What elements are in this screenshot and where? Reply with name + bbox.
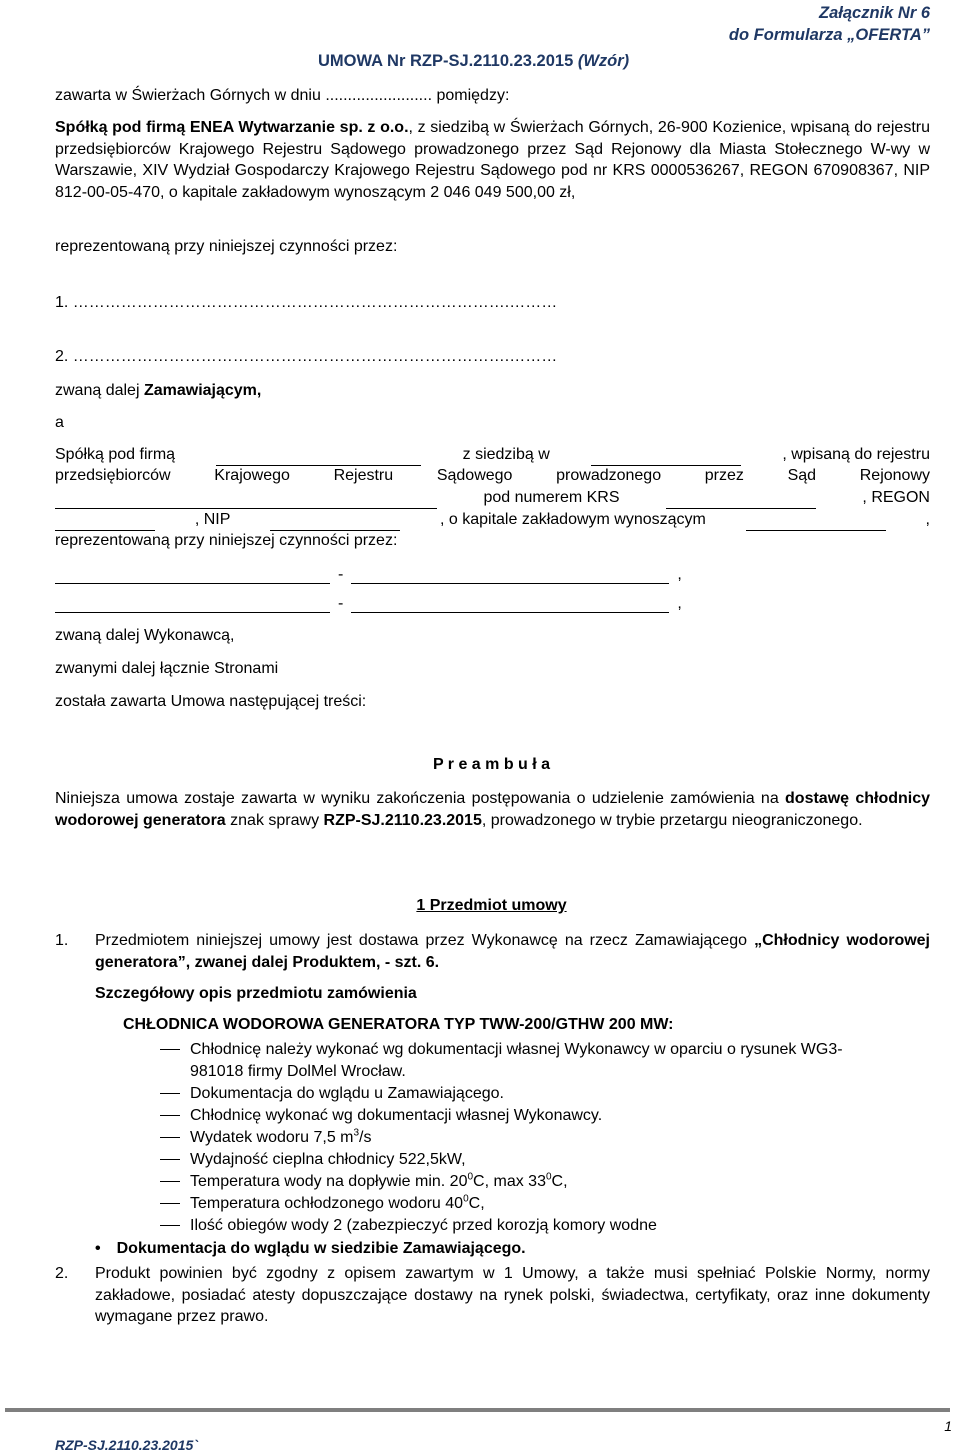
ordering-party-alias: [55, 380, 930, 402]
spec-item-text: Dokumentacja do wglądu u Zamawiającego.: [190, 1085, 504, 1102]
spec-item: [135, 1127, 895, 1149]
bullet-note: [95, 1240, 526, 1258]
contractor-register-label: , wpisaną do rejestru: [782, 446, 930, 463]
contractor-rep1-name-blank[interactable]: [55, 569, 330, 584]
contractor-rep2-role-blank[interactable]: [351, 598, 669, 613]
and-separator: a: [55, 414, 64, 431]
alias-prefix: zwaną dalej: [55, 382, 144, 399]
spec-item-text: Chłodnicę wykonać wg dokumentacji własnej Wykonawcy.: [190, 1107, 603, 1124]
capital-label: , o kapitale zakładowym wynoszącym: [440, 511, 706, 528]
representative-1: 1. ……………………………………………………………………….………: [55, 294, 558, 311]
ordering-party-name: Spółką pod firmą ENEA Wytwarzanie sp. z o.o.: [55, 119, 409, 136]
unit-suffix: C,: [468, 1195, 485, 1212]
ordering-party-details: , z siedzibą w Świerżach Górnych, 26-900 Kozienice, wpisaną do rejestru przedsiębiorców Krajowego Rejestru Sądowego prowadzonego przez Sąd Rejonowy dla Miasta Stołecznego W-wy w Warszawie, XIV Wydział Gospodarczy Krajowego Rejestru Sądowego pod nr KRS 0000536267, REGON 670908367, NIP 812-00-05-470, o kapitale zakładowym wynoszącym 2 046 049 500,00 zł,: [55, 119, 930, 201]
preamble-subject: dostawę chłodnicy wodorowej generatora: [55, 790, 931, 829]
footer-case-number: RZP-SJ.2110.23.2015`: [55, 1437, 198, 1453]
contractor-seat-label: z siedzibą w: [462, 446, 550, 463]
contractor-line-2: przedsiębiorców Krajowego Rejestru Sądowego prowadzonego przez Sąd Rejonowy: [55, 467, 930, 484]
spec-list: [135, 1039, 895, 1237]
preamble-text: [55, 788, 930, 831]
dash-bullet: [160, 1181, 180, 1182]
superscript: 3: [353, 1127, 360, 1139]
nip-blank[interactable]: [270, 516, 400, 531]
krs-blank[interactable]: [666, 494, 816, 509]
spec-item-text: C, max 33: [473, 1173, 546, 1190]
dash-bullet: [160, 1049, 180, 1050]
contractor-rep-line-2: [55, 595, 715, 613]
dash-bullet: [160, 1137, 180, 1138]
contractor-firm-label: Spółką pod firmą: [55, 446, 176, 463]
capital-comma: ,: [925, 511, 930, 528]
contract-concluded-line: została zawarta Umowa następującej treści:: [55, 693, 367, 710]
regon-blank[interactable]: [55, 516, 155, 531]
capital-blank[interactable]: [746, 516, 886, 531]
contractor-line-4: [55, 509, 930, 531]
contractor-rep2-comma: ,: [677, 595, 682, 612]
spec-item: [135, 1039, 895, 1083]
representative-2: 2. ……………………………………………………………………….………: [55, 348, 558, 365]
spec-item: [135, 1149, 895, 1171]
spec-item: [135, 1171, 895, 1193]
item-2-number: 2.: [55, 1265, 69, 1282]
spec-item: [135, 1215, 895, 1237]
superscript: 0: [463, 1193, 469, 1205]
spec-heading: Szczegółowy opis przedmiotu zamówienia: [95, 985, 417, 1002]
contractor-rep1-dash: -: [338, 566, 344, 583]
nip-label: , NIP: [194, 511, 231, 528]
dash-bullet: [160, 1225, 180, 1226]
alias-ordering-party: Zamawiającym,: [143, 382, 262, 399]
spec-item: [135, 1105, 895, 1127]
contractor-alias: zwaną dalej Wykonawcą,: [55, 627, 235, 644]
spec-item-text: Wydajność cieplna chłodnicy 522,5kW,: [190, 1151, 466, 1168]
contractor-rep-line-1: [55, 566, 715, 584]
contractor-line-3: [55, 487, 930, 509]
dash-bullet: [160, 1159, 180, 1160]
preamble-text-3: , prowadzonego w trybie przetargu nieograniczonego.: [481, 811, 863, 829]
spec-item-text: Chłodnicę należy wykonać wg dokumentacji własnej Wykonawcy w oparciu o rysunek WG3-981018 firmy DolMel Wrocław.: [190, 1041, 843, 1080]
item-1-number: 1.: [55, 932, 69, 949]
bullet-dot: •: [95, 1240, 101, 1257]
spec-item-text: Temperatura ochłodzonego wodoru 40: [190, 1195, 464, 1212]
item-1-product: „Chłodnicy wodorowej generatora”, zwanej dalej Produktem, - szt. 6.: [95, 932, 931, 971]
spec-item-text: Ilość obiegów wody 2 (zabezpieczyć przed korozją komory wodne: [190, 1217, 657, 1234]
contractor-line-1: [55, 444, 930, 466]
footer-rule: [5, 1408, 950, 1412]
spec-item: [135, 1193, 895, 1215]
preamble-heading: P r e a m b u ł a: [432, 756, 551, 773]
contractor-rep2-dash: -: [338, 595, 344, 612]
dash-bullet: [160, 1203, 180, 1204]
contractor-represented-label: reprezentowaną przy niniejszej czynności przez:: [55, 532, 398, 549]
preamble-text-1: Niniejsza umowa zostaje zawarta w wyniku zakończenia postępowania o udzielenie zamówienia na: [55, 790, 786, 807]
represented-by-label: reprezentowaną przy niniejszej czynności przez:: [55, 238, 398, 255]
unit-suffix: /s: [359, 1129, 372, 1146]
spec-item-text: Temperatura wody na dopływie min. 20: [190, 1173, 468, 1190]
preamble-text-2: znak sprawy: [225, 811, 324, 829]
spec-item: [135, 1083, 895, 1105]
contractor-seat-blank[interactable]: [591, 451, 741, 466]
spec-title: CHŁODNICA WODOROWA GENERATORA TYP TWW-200/GTHW 200 MW:: [123, 1016, 674, 1033]
attachment-number: Załącznik Nr 6: [819, 4, 930, 22]
contract-title: [318, 52, 629, 71]
item-2-text: Produkt powinien być zgodny z opisem zawartym w 1 Umowy, a także musi spełniać Polskie Normy, normy zakładowe, posiadać atesty dopuszczające dostawy na rynek polski, świadectwa, certyfikaty, oraz inne dokumenty wymagane przez prawo.: [95, 1265, 930, 1326]
section-1-item-2: [55, 1263, 930, 1328]
attachment-label: [729, 2, 930, 46]
item-1-text: Przedmiotem niniejszej umowy jest dostawa przez Wykonawcę na rzecz Zamawiającego: [95, 932, 755, 949]
contract-title-template: (Wzór): [577, 52, 630, 70]
dash-bullet: [160, 1115, 180, 1116]
spec-item-text: Wydatek wodoru 7,5 m: [190, 1129, 354, 1146]
unit-suffix: C,: [551, 1173, 568, 1190]
section-1-title: 1 Przedmiot umowy: [416, 897, 567, 914]
contractor-rep2-name-blank[interactable]: [55, 598, 330, 613]
preamble-case-number: RZP-SJ.2110.23.2015: [323, 811, 482, 829]
contractor-firm-blank[interactable]: [216, 451, 421, 466]
court-blank[interactable]: [55, 494, 437, 509]
section-1-heading: [0, 897, 960, 915]
section-1-item-1: [55, 930, 930, 973]
contractor-rep1-comma: ,: [677, 566, 682, 583]
bullet-note-text: Dokumentacja do wglądu w siedzibie Zamawiającego.: [116, 1240, 526, 1257]
superscript: 0: [545, 1171, 552, 1183]
dash-bullet: [160, 1093, 180, 1094]
ordering-party-description: [55, 117, 930, 203]
attachment-form: do Formularza „OFERTA”: [728, 26, 930, 44]
superscript: 0: [467, 1171, 474, 1183]
contractor-rep1-role-blank[interactable]: [351, 569, 669, 584]
page-number: 1: [944, 1418, 952, 1434]
regon-label: , REGON: [862, 489, 930, 506]
contract-title-main: UMOWA Nr RZP-SJ.2110.23.2015: [318, 52, 578, 70]
parties-alias: zwanymi dalej łącznie Stronami: [55, 660, 279, 677]
krs-label: pod numerem KRS: [483, 489, 620, 506]
concluded-line: zawarta w Świerżach Górnych w dniu ........................ pomiędzy:: [55, 87, 510, 104]
